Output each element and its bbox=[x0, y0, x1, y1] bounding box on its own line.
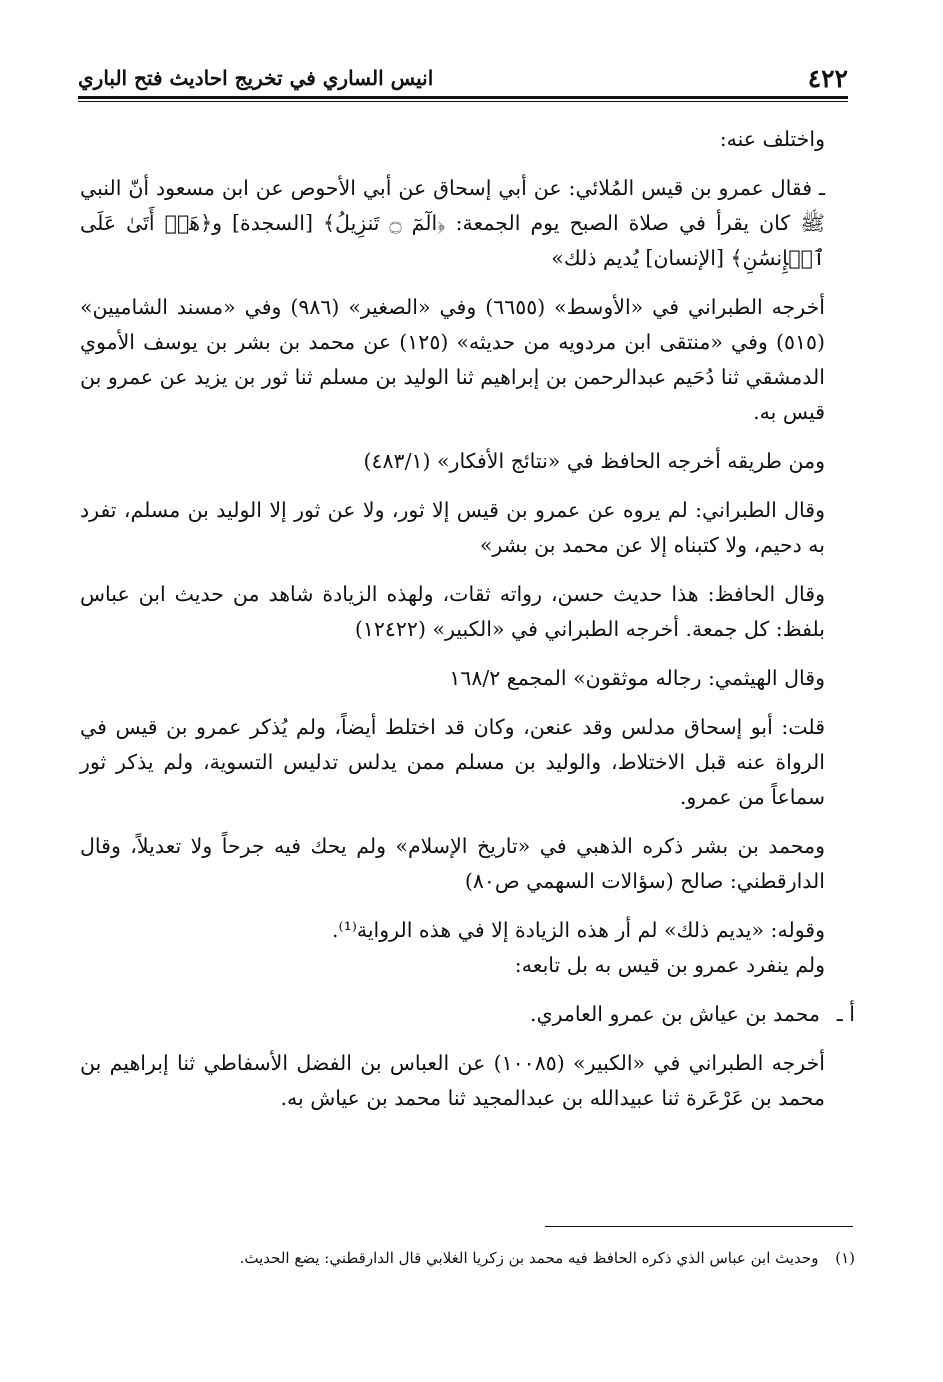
footnote-rule bbox=[545, 1226, 853, 1227]
page-number: ٤٢٢ bbox=[807, 64, 848, 93]
paragraph: واختلف عنه: bbox=[719, 127, 825, 151]
list-item bbox=[80, 997, 855, 1032]
paragraph: وقال الطبراني: لم يروه عن عمرو بن قيس إلا ثور، ولا عن ثور إلا الوليد بن مسلم، تفرد به دحيم، ولا كتبناه إلا عن محمد بن بشر» bbox=[80, 498, 825, 557]
page-header bbox=[78, 58, 848, 98]
paragraph: ولم ينفرد عمرو بن قيس به بل تابعه: bbox=[514, 953, 825, 977]
paragraph: ومحمد بن بشر ذكره الذهبي في «تاريخ الإسلام» ولم يحك فيه جرحاً ولا تعديلاً، وقال الدارقطني: صالح (سؤالات السهمي ص٨٠) bbox=[80, 834, 825, 893]
paragraph: ومن طريقه أخرجه الحافظ في «نتائج الأفكار» (٤٨٣/١) bbox=[363, 449, 825, 473]
paragraph: أخرجه الطبراني في «الكبير» (١٠٠٨٥) عن العباس بن الفضل الأسفاطي ثنا إبراهيم بن محمد بن عَرْعَرة ثنا عبيدالله بن عبدالمجيد ثنا محمد بن عياش به. bbox=[80, 1051, 825, 1110]
footnote-text: وحديث ابن عباس الذي ذكره الحافظ فيه محمد بن زكريا الغلابي قال الدارقطني: يضع الحديث. bbox=[239, 1249, 819, 1267]
paragraph: وقال الهيثمي: رجاله موثقون» المجمع ١٦٨/٢ bbox=[449, 666, 825, 690]
book-title: انيس الساري في تخريج احاديث فتح الباري bbox=[78, 66, 434, 90]
main-text bbox=[80, 122, 855, 1116]
paragraph: وقال الحافظ: هذا حديث حسن، رواته ثقات، ولهذه الزيادة شاهد من حديث ابن عباس بلفظ: كل جمعة. أخرجه الطبراني في «الكبير» (١٢٤٢٢) bbox=[80, 582, 825, 641]
list-marker: أ ـ bbox=[836, 1002, 855, 1026]
header-rule-thin bbox=[78, 101, 848, 102]
header-rule bbox=[78, 96, 848, 99]
paragraph: وقوله: «يديم ذلك» لم أر هذه الزيادة إلا في هذه الرواية⁽¹⁾. bbox=[332, 918, 825, 942]
list-item-text: محمد بن عياش بن عمرو العامري. bbox=[530, 1002, 820, 1026]
paragraph: أخرجه الطبراني في «الأوسط» (٦٦٥٥) وفي «الصغير» (٩٨٦) وفي «مسند الشاميين» (٥١٥) وفي «منتقى ابن مردويه من حديثه» (١٢٥) عن محمد بن بشر بن يوسف الأموي الدمشقي ثنا دُحَيم عبدالرحمن بن إبراهيم ثنا الوليد بن مسلم ثنا ثور بن يزيد عن عمرو بن قيس به. bbox=[80, 295, 825, 424]
paragraph: ـ فقال عمرو بن قيس المُلائي: عن أبي إسحاق عن أبي الأحوص عن ابن مسعود أنّ النبي ﷺ كان يقرأ في صلاة الصبح يوم الجمعة: ﴿الٓمٓ ۝ تَنزِيلُ﴾ [السجدة] و﴿هَلۡ أَتَىٰ عَلَى ٱلۡإِنسَٰنِ﴾ [الإنسان] يُديم ذلك» bbox=[80, 176, 825, 270]
paragraph: قلت: أبو إسحاق مدلس وقد عنعن، وكان قد اختلط أيضاً، ولم يُذكر عمرو بن قيس في الرواة عنه قبل الاختلاط، والوليد بن مسلم ممن يدلس تدليس التسوية، ولم يذكر ثور سماعاً من عمرو. bbox=[80, 715, 825, 809]
footnote bbox=[80, 1246, 855, 1270]
footnote-number: (١) bbox=[835, 1249, 855, 1267]
